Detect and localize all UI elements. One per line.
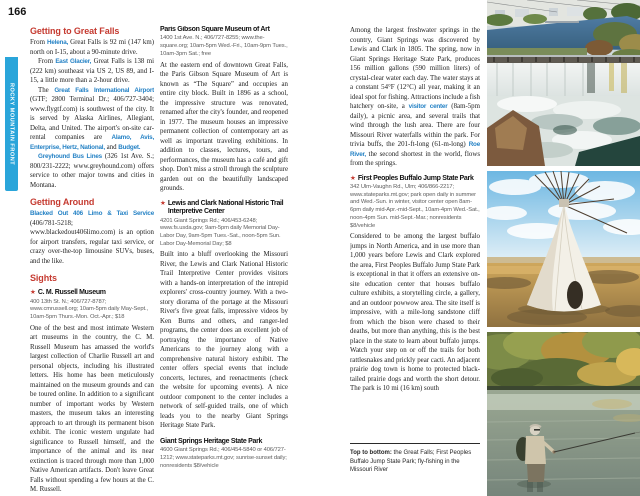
star-icon: ★ [350,174,356,182]
page-number: 166 [8,6,27,18]
heading-paris-gibson: Paris Gibson Square Museum of Art [160,26,270,33]
photo-caption-block [350,443,480,475]
column-left [30,26,154,492]
fisherman-jacket [525,436,546,464]
paragraph-cm-russell: One of the best and most intimate Western art museums in the country, the C. M. Russell Museum has amassed the world's largest collection of Charlie Russell art and personal objects, including his illustrated letters. His home has been meticulously maintained on the museum grounds and can be toured online. In addition to a significant number of important works by Western masters, the museum takes an interesting approach to art through its permanent bison exhibit. The iconic western ungulate had significance to Russell himself, and the importance of the animal and its near extinction is traced through more than 1,000 Native American artifacts. Don't leave Great Falls without spending a few hours at the C. M. Russell. [30,324,154,492]
teepee-illustration [487,171,640,327]
star-icon: ★ [160,199,166,207]
paragraph-from-helena: From Helena, Great Falls is 92 mi (147 km) north on I-15, about a 90-minute drive. [30,39,154,56]
fly-fishing-illustration [487,332,640,496]
section-tab [5,57,18,191]
paragraph-giant-springs: Among the largest freshwater springs in the country, Giant Springs was discovered by Lewis and Clark in 1805. The spring, now in Giant Springs Heritage State Park, produces 156 million gallons (590 million liters) of crystal-clear water each day. The water stays at a constant 54°F (12°C) all year, making it an ideal spot for fishing. Attractions include a fish hatchery on-site, a visitor center (8am-5pm daily), a picnic area, and several trails that wind through the lush area. There are four Missouri River waterfalls within the park. For trivia buffs, the 201-ft-long (61-m-long) Roe River, the second shortest in the world, flows from the springs. [350,27,480,167]
heading-giant-springs: Giant Springs Heritage State Park [160,437,263,445]
teepee-door [567,281,583,309]
subheading-lewis-clark-center [160,200,288,217]
heading-getting-to-great-falls: Getting to Great Falls [30,26,120,36]
subheading-label: C. M. Russell Museum [37,289,106,296]
paragraph-paris-gibson: At the eastern end of downtown Great Falls, the Paris Gibson Square Museum of Art is known as “The Square” and occupies an entire city block. Built in 1896 as a school, the impressive structure was renovated, renamed after the city's founder, and reopened in 1977. The museum houses an impressive permanent collection of contemporary art as well as important traveling exhibitions. In addition to classes, lectures, tours, and performances, the museum has a café and gift shop. Don't miss a stroll through the sculpture garden out on the beautifully landscaped grounds. [160,61,288,192]
heading-sights: Sights [30,273,57,283]
caption-divider [350,443,480,444]
subheading-first-peoples [350,175,480,184]
photo-great-falls [487,0,640,166]
subheading-label: First Peoples Buffalo Jump State Park [357,174,474,182]
details-cm-russell-museum: 400 13th St. N.; 406/727-8787; www.cmrussell.org; 10am-5pm daily May-Sept., 10am-5pm Thurs.-Mon. Oct.-Apr.; $18 [30,298,149,320]
details-lewis-clark-center: 4201 Giant Springs Rd.; 406/453-6248; www.fs.usda.gov; 9am-5pm daily Memorial Day-Labor Day, 9am-5pm Tues.-Sat., noon-5pm Sun. Labor Day-Memorial Day; $8 [160,217,281,247]
fisherman-waders [527,464,545,482]
photo-teepee [487,171,640,327]
column-right [350,26,480,440]
subheading-label: Lewis and Clark National Historic Trail Interpretive Center [167,199,284,215]
photo-fly-fishing [487,332,640,496]
heading-getting-around: Getting Around [30,197,95,207]
paragraph-lewis-clark: Built into a bluff overlooking the Missouri River, the Lewis and Clark National Historic Trail Interpretive Center provides visitors with a hands-on interpretation of the intrepid explorers' cross-country journey. With a two-story diorama of the portage at the Missouri River's five great falls, impressive videos by Ken Burns and others, and ranger-led programs, the center does an excellent job of portraying the importance of Native Americans to the journey along with a comprehensive natural history exhibit. The center offers special events that include concerts, lectures, and reenactments (check the website for upcoming events). A nice outdoor component to the center includes a network of self-guided trails, one of which leads you to the nearby Giant Springs Heritage State Park. [160,251,288,430]
star-icon: ★ [30,289,36,296]
paragraph-greyhound: Greyhound Bus Lines (326 1st Ave. S.; 800/231-2222; www.greyhound.com) offers service to other major towns and cities in Montana. [30,153,154,189]
paragraph-airport: The Great Falls International Airport (GTF; 2800 Terminal Dr.; 406/727-3404; www.flygtf.com) is southwest of the city. It is served by Alaska Airlines, Allegiant, Delta, and United. The airport's on-site car-rental companies are Alamo, Avis, Enterprise, Hertz, National, and Budget. [30,86,154,151]
column-middle [160,26,288,492]
details-first-peoples: 342 Ulm-Vaughn Rd., Ulm; 406/866-2217; www.stateparks.mt.gov; park open daily in summer and Wed.-Sun. in winter, visitor center open 8am-6pm daily mid-Apr.-mid-Sept., 10am-4pm Wed.-Sat., noon-4pm Sun. mid-Sept.-Mar.; nonresidents $8/vehicle [350,184,480,229]
section-tab-label: ROCKY MOUNTAIN FRONT [8,82,15,166]
details-giant-springs: 4600 Giant Springs Rd.; 406/454-5840 or 406/727-1212; www.stateparks.mt.gov; sunrise-sunset daily; nonresidents $8/vehicle [160,447,287,469]
paragraph-first-peoples: Considered to be among the largest buffalo jumps in North America, and in use more than 1,000 years before Lewis and Clark explored the area, First Peoples Buffalo Jump State Park is exceptional in that it offers an extensive on-site education center that houses buffalo culture exhibits, a storytelling circle, a gallery, and an outdoor powwow area. The site itself is impressive, with a mile-long sandstone cliff from which the bison were chased to their deaths, but more than anything, this is the best place in the state to learn about buffalo jumps. Watch your step on or off the trails for both rattlesnakes and prickly pear cacti. An adjacent prairie dog town is home to protected black-tailed prairie dogs and worth the short detour. The park is 10 mi (16 km) south [350,233,480,393]
details-paris-gibson: 1400 1st Ave. N.; 406/727-8255; www.the-square.org; 10am-5pm Wed.-Fri., 10am-9pm Tues., 10am-3pm Sat.; free [160,35,288,57]
subheading-cm-russell-museum [30,289,154,298]
photo-caption: Top to bottom: the Great Falls; First Peoples Buffalo Jump State Park; fly-fishing in the Missouri River [350,450,472,474]
great-falls-illustration [487,0,640,166]
paragraph-from-east-glacier: From East Glacier, Great Falls is 138 mi (222 km) southeast via US 2, US 89, and I-15, a little more than a 2-hour drive. [30,58,154,84]
paragraph-limo-taxi: Blacked Out 406 Limo & Taxi Service (406/781-5218; www.blackedout406limo.com) is an option for airport transfers, regular taxi service, or crazy over-the-top limousine SUVs, buses, and the like. [30,210,154,265]
